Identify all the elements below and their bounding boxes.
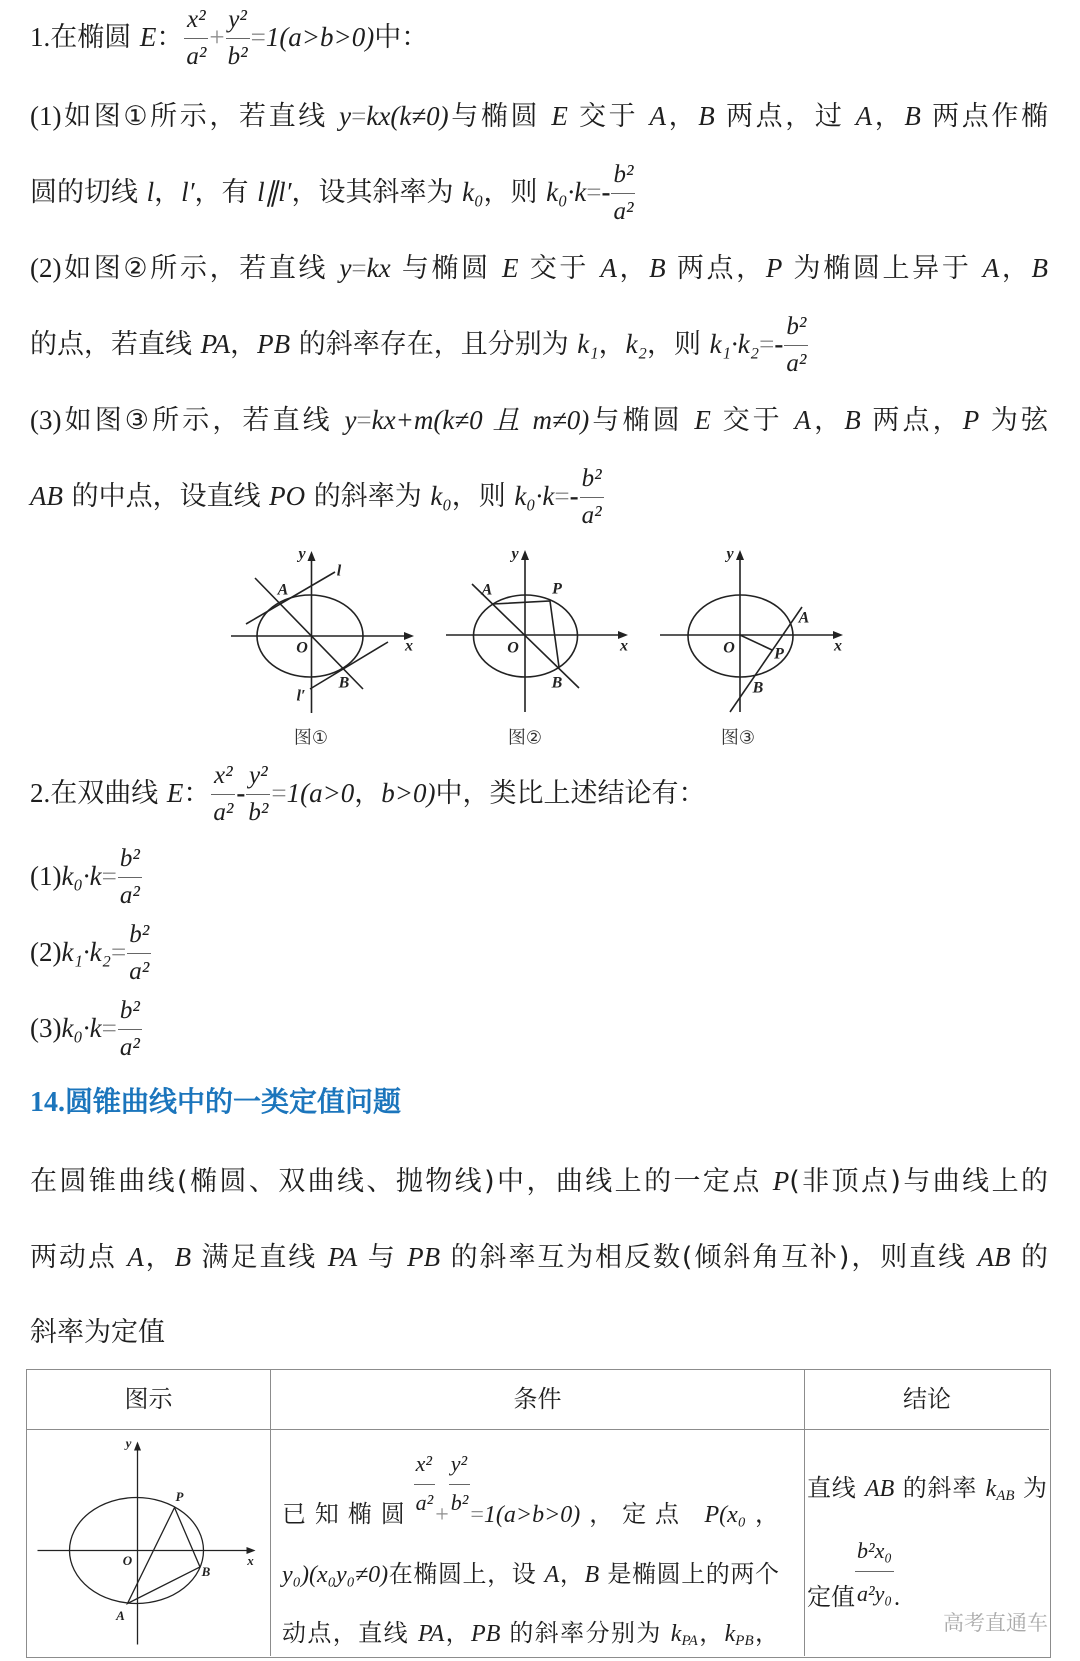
text-run: 圆的切线 [30,177,147,208]
heading-number: 14. [30,1087,65,1118]
text-run: ， [154,177,182,208]
figure-3 [660,546,843,749]
fraction-denominator: a² [786,350,807,377]
fraction [211,762,235,827]
case-label: (2) [30,253,62,283]
minus-sign: - [569,481,579,511]
fraction [246,762,270,827]
math-var: PA [327,1242,358,1272]
section-heading [30,1082,401,1122]
condition-line-3 [282,1613,779,1653]
point-label-a: A [116,1608,125,1623]
text-run: ， [697,1619,725,1647]
math-var: B [698,101,715,131]
math-var: PB [471,1621,501,1647]
math-var: y [339,253,352,283]
math-expression: m≠0) [522,405,590,435]
case-label: (3) [30,405,62,435]
equals-sign: = [356,405,372,435]
fraction [580,465,604,530]
math-var: B [844,405,861,435]
fraction-numerator: y² [226,6,250,39]
math-var: A [855,101,873,131]
fraction-denominator: b² [450,1490,469,1515]
math-expression: kx(k≠0) [366,101,449,131]
equals-sign: = [271,778,287,808]
subscript: AB [996,1488,1015,1504]
item-number: 1. [30,22,51,52]
text-run: 在椭圆 [50,22,140,53]
text-run: ， [444,1619,472,1647]
text-run: ， [559,1560,585,1588]
minus-sign: - [601,177,611,207]
text-run: ， [753,1619,780,1647]
text-run: 为弦 [979,405,1049,436]
table-header-figure: 图示 [27,1370,271,1430]
heading-title: 圆锥曲线中的一类定值问题 [65,1085,402,1118]
math-var: E [551,101,568,131]
origin-label: O [507,639,519,657]
origin-label: O [723,639,735,657]
hyperbola-result-3 [30,997,1048,1061]
fraction-denominator: b² [227,43,248,70]
text-run: 与椭圆 [390,253,503,284]
case-label: (3) [30,1013,62,1043]
subscript: PA [681,1633,698,1649]
case-label: (2) [30,937,62,967]
condition-line-2 [282,1554,779,1594]
paragraph-line-3 [30,1313,1048,1353]
text-run: 的斜率分别为 [500,1619,671,1647]
axis-label-y: y [511,545,519,563]
equals-sign: = [110,937,127,967]
y-axis-arrow-icon [308,551,316,561]
y-axis-arrow-icon [134,1442,141,1451]
axis-label-y: y [125,1435,132,1451]
fraction [118,845,142,910]
fraction [449,1452,471,1515]
point-label-b: B [551,674,563,692]
text-run: 交于 [710,405,795,436]
case-label: (1) [30,861,62,891]
fraction-numerator: b² [118,845,142,878]
fraction-denominator: a² [186,43,207,70]
math-var: A [127,1242,144,1272]
axis-label-x: x [405,637,413,655]
text-run: ，有 [194,177,258,208]
fraction-denominator: a² [581,502,602,529]
axis-label-x: x [620,637,628,655]
point-label-p: P [774,645,784,663]
math-var: A [982,253,1000,283]
text-run: 两点，过 [714,101,856,132]
fraction-denominator: a² [213,799,234,826]
math-var: PB [257,329,291,359]
point-label-b: B [752,679,764,697]
math-expression: k₀·k [546,177,587,207]
hyperbola-result-2 [30,921,1048,985]
point-label-p: P [552,580,562,598]
figure-caption: 图① [293,727,329,749]
fraction-denominator: a² [119,1034,140,1061]
table-header-conclusion: 结论 [805,1370,1049,1430]
text-run: ： [156,22,184,53]
math-var: l [146,177,155,207]
fraction-numerator: b² [611,161,635,194]
ellipse-section-title [30,6,1048,70]
math-var: AB [977,1242,1011,1272]
fraction-numerator: b² [580,465,604,498]
point-label-a: A [798,609,810,627]
ellipse-triangle-figure [27,1430,269,1656]
math-var: y [344,405,357,435]
math-var: k₀ [462,177,484,207]
text-run: ， [354,778,382,809]
math-expression: P(x₀ [704,1502,747,1528]
equals-sign: = [250,22,266,52]
text-run: 两点， [665,253,766,284]
table-header-condition: 条件 [271,1370,805,1430]
math-expression: l∥l′ [257,177,292,207]
text-run: 在圆锥曲线(椭圆、双曲线、抛物线)中，曲线上的一定点 [30,1166,773,1197]
figure-1 [231,546,414,749]
math-var: B [904,101,921,131]
axis-label-x: x [247,1553,254,1568]
fraction-denominator: a² [129,958,150,985]
equals-sign: = [101,861,117,891]
text-run: 已知椭圆 [282,1500,414,1528]
text-run: 的斜率 [894,1474,986,1502]
subscript: PB [735,1633,754,1649]
math-var: k₁ [577,329,599,359]
case2-line1 [30,248,1048,288]
math-var: PA [418,1621,445,1647]
math-var: PO [269,481,306,511]
text-run: 如图②所示，若直线 [61,253,340,284]
math-expression: 1(a>b>0) [483,1502,581,1528]
text-run: 两点作椭 [920,101,1048,132]
fraction-denominator: a²y₀ [857,1581,893,1606]
math-var: B [649,253,666,283]
text-run: ， [598,329,626,360]
text-run: 交于 [567,101,650,132]
fraction-numerator: b² [127,921,151,954]
hyperbola-section-title [30,762,1048,826]
line-label-l-prime: l′ [296,687,306,705]
fraction-numerator: x² [184,6,208,39]
text-run: 定值 [807,1583,855,1611]
math-var: l′ [181,177,195,207]
text-run: 的 [1010,1242,1048,1273]
operator: + [209,22,225,52]
math-var: AB [865,1476,895,1502]
y-axis-arrow-icon [521,550,529,560]
operator: + [435,1502,449,1528]
text-run: 与椭圆 [448,101,552,132]
text-run: 在双曲线 [50,778,167,809]
case2-line2 [30,313,1048,377]
fraction-numerator: x² [211,762,235,795]
condition-line-1 [282,1451,779,1534]
text-run: ， [616,253,650,284]
text-run: 为 [1014,1474,1047,1502]
text-run: 的斜率为 [305,481,431,512]
point-label-p: P [175,1489,184,1504]
fraction-denominator: a² [613,198,634,225]
fraction [184,6,208,71]
text-run: ，则 [451,481,515,512]
text-run: ， [999,253,1032,284]
math-var: k [724,1621,736,1647]
fraction-numerator: b² [784,313,808,346]
math-var: E [694,405,711,435]
math-var: P [962,405,980,435]
figure-caption: 图② [507,727,543,749]
equals-sign: = [554,481,570,511]
text-run: 交于 [518,253,601,284]
paragraph-line-2 [30,1237,1048,1277]
text-run: (非顶点)与曲线上的 [789,1166,1048,1197]
equals-sign: = [351,101,367,131]
text-run: ， [810,405,845,436]
math-expression: kx+m(k≠0 [371,405,493,435]
math-expression: 1(a>b>0) [265,22,375,52]
math-expression: y₀)(x₀y₀≠0) [282,1562,389,1588]
text-run: 为椭圆上异于 [782,253,983,284]
line-label-l: l [336,562,342,580]
paragraph-line-1 [30,1161,1048,1201]
math-expression: k₀·k [61,861,102,891]
text-run: 如图③所示，若直线 [61,405,345,436]
fraction-denominator: b² [248,799,269,826]
tangent-line-l [246,572,335,624]
text-run: ， [666,101,699,132]
chords-pa-pb [493,601,559,667]
math-var: PB [407,1242,441,1272]
minus-sign: - [774,329,784,359]
case1-line1 [30,96,1048,136]
text-run: 中： [374,22,429,53]
text-run: ，定点 [580,1500,705,1528]
text-run: 的斜率存在，且分别为 [290,329,578,360]
math-var: A [794,405,811,435]
fraction-denominator: a² [415,1490,434,1515]
text-run: 且 [492,405,523,436]
figure-2 [446,546,628,749]
origin-label: O [122,1553,133,1568]
axis-label-y: y [726,545,734,563]
fraction-numerator: x² [414,1452,436,1485]
text-run: ，则 [647,329,710,360]
text-run: 两点， [860,405,963,436]
math-expression: k₀·k [514,481,555,511]
text-run: 直线 [807,1474,866,1502]
equals-sign: = [759,329,775,359]
math-var: PA [200,329,231,359]
fraction [127,921,151,986]
math-expression: k₁·k₂ [709,329,760,359]
ellipse-figures [0,530,1080,760]
math-var: P [772,1166,790,1196]
math-var: k₀ [430,481,452,511]
math-expression: k₀·k [61,1013,102,1043]
text-run: 与 [357,1242,408,1273]
fraction [118,997,142,1062]
case3-line1 [30,400,1048,440]
math-var: A [649,101,666,131]
text-run: ，设其斜率为 [291,177,463,208]
point-label-a: A [481,581,493,599]
text-run: 满足直线 [191,1242,328,1273]
triangle-pab [128,1508,201,1604]
text-run: 两动点 [30,1242,128,1273]
text-run: ，则 [483,177,547,208]
equals-sign: = [586,177,602,207]
fraction-numerator: y² [449,1452,471,1485]
figure-caption: 图③ [720,727,756,749]
text-run: 动点，直线 [282,1619,418,1647]
text-run: 在椭圆上，设 [388,1560,545,1588]
minus-sign: - [236,778,246,808]
equals-sign: = [351,253,367,283]
text-run: ， [143,1242,175,1273]
point-label-a: A [277,581,289,599]
text-run: 的斜率互为相反数(倾斜角互补)，则直线 [440,1242,978,1273]
fraction [784,313,808,378]
math-expression: b>0) [381,778,436,808]
case3-line2 [30,465,1048,529]
point-label-b: B [201,1564,211,1579]
text-run: 的点，若直线 [30,329,201,360]
hyperbola-result-1 [30,845,1048,909]
math-var: B [584,1562,600,1588]
fixed-value-table [26,1369,1051,1658]
text-run: ， [872,101,905,132]
point-label-b: B [338,674,350,692]
segment-op [740,635,772,650]
math-expression: kx [366,253,391,283]
fraction-numerator: b² [118,997,142,1030]
watermark: 高考直通车 [943,1611,1048,1635]
text-run: 是椭圆上的两个 [599,1560,779,1588]
y-axis-arrow-icon [736,550,744,560]
math-var: E [502,253,519,283]
text-run: 的中点，设直线 [63,481,270,512]
fraction [414,1452,436,1515]
math-var: A [544,1562,560,1588]
math-var: E [139,22,157,52]
text-run: 斜率为定值 [30,1317,165,1348]
fraction-denominator: a² [119,882,140,909]
axis-label-y: y [298,545,306,563]
equals-sign: = [101,1013,117,1043]
fraction [226,6,250,71]
math-expression: k₁·k₂ [61,937,111,967]
period: . [894,1585,901,1611]
item-number: 2. [30,778,51,808]
text-run: ， [230,329,258,360]
text-run: 如图①所示，若直线 [61,101,340,132]
math-var: AB [30,481,63,511]
text-run: ， [746,1500,779,1528]
text-run: ： [183,778,211,809]
text-run: 与椭圆 [589,405,695,436]
table-cell-condition [271,1430,805,1656]
table-cell-figure [27,1430,271,1656]
fraction [855,1539,894,1606]
origin-label: O [296,639,308,657]
equals-sign: = [470,1502,484,1528]
math-var: B [174,1242,192,1272]
axis-label-x: x [834,637,842,655]
math-var: k [670,1621,682,1647]
math-var: A [600,253,617,283]
math-var: E [166,778,184,808]
math-var: B [1031,253,1049,283]
math-var: k [985,1476,997,1502]
fraction [611,161,635,226]
case1-line2 [30,161,1048,225]
math-var: k₂ [625,329,648,359]
fraction-numerator: b²x₀ [855,1539,894,1572]
fraction-numerator: y² [246,762,270,795]
math-expression: 1(a>0 [286,778,355,808]
conclusion-line-1 [807,1468,1047,1508]
math-var: P [765,253,783,283]
text-run: 中，类比上述结论有： [435,778,706,809]
case-label: (1) [30,101,62,131]
math-var: y [339,101,352,131]
